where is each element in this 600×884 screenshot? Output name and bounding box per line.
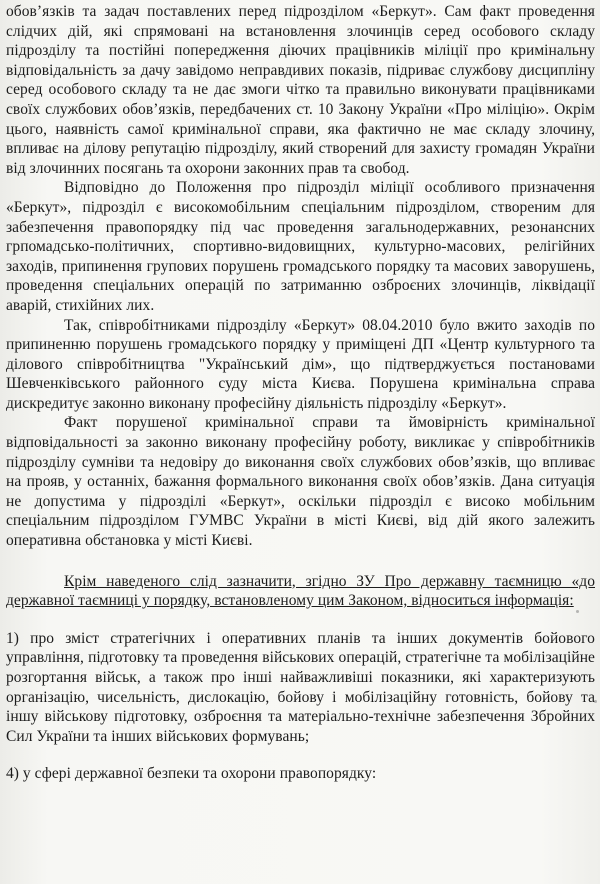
paragraph-state-secret-intro: Крім наведеного слід зазначити, згідно ЗУ Про державну таємницю «до державної таємниці у порядку, встановленому цим Законом, відноситься інформація: — [6, 572, 595, 610]
list-item-1: 1) про зміст стратегічних і оперативних планів та інших документів бойового управління, підготовку та проведення військових операцій, стратегічне та мобілізаційне розгортання військ, а також про інші найважливіші показники, які характеризують організацію, чисельність, дислокацію, бойову і мобілізаційну готовність, бойову та іншу військову підготовку, озброєння та матеріально-технічне забезпечення Збройних Сил України та інших військових формувань; — [6, 629, 595, 745]
paragraph-berkut-duties: обов’язків та задач поставлених перед підрозділом «Беркут». Сам факт проведення слідчих дій, які спрямовані на встановлення злочинців серед особового складу підрозділу та постійні попередження діючих працівників міліції про кримінальну відповідальність за дачу завідомо неправдивих показів, підриває службову дисципліну серед особового складу та не дає змоги чітко та правильно виконувати працівниками своїх службових обов’язків, передбачених ст. 10 Закону України «Про міліцію». Окрім цього, наявність самої кримінальної справи, яка фактично не має складу злочину, впливає на ділову репутацію підрозділу, який створений для захисту громадян України від злочинних посягань та охорони законних прав та свобод. — [6, 3, 595, 177]
document-body — [6, 2, 595, 784]
paragraph-regulation: Відповідно до Положення про підрозділ міліції особливого призначення «Беркут», підрозділ є високомобільним спеціальним підрозділом, створеним для забезпечення правопорядку під час проведення загальнодержавних, резонансних грпомадсько-політичних, спортивно-видовищних, культурно-масових, релігійних заходів, припинення групових порушень громадського порядку та масових заворушень, проведення спеціальних операцій по затриманню озброєних злочинців, ліквідації аварій, стихійних лих. — [6, 179, 595, 314]
list-item-4: 4) у сфері державної безпеки та охорони правопорядку: — [6, 765, 377, 783]
paragraph-criminal-case: Факт порушеної кримінальної справи та ймовірність кримінальної відповідальності за законно виконану професійну роботу, викликає у співробітників підрозділу сумніви та недовіру до виконання своїх службових обов’язків, що впливає на прояв, у останніх, бажання формального виконання своїх обов’язків. Дана ситуація не допустима у підрозділі «Беркут», оскільки підрозділ є високо мобільним спеціальним підрозділом ГУМВС України в місті Києві, від дій якого залежить оперативна обстановка у місті Києві. — [6, 414, 595, 550]
scan-speck — [576, 610, 579, 613]
paragraph-event-2010: Так, співробітниками підрозділу «Беркут» 08.04.2010 було вжито заходів по припиненню порушень громадського порядку у приміщені ДП «Центр культурного та ділового співробітництва "Український дім», що підтверджується постановами Шевченківського районного суду міста Києва. Порушена кримінальна справа дискредитує законно виконану професійну діяльність підрозділу «Беркут». — [6, 316, 595, 412]
scan-speck — [594, 700, 597, 703]
